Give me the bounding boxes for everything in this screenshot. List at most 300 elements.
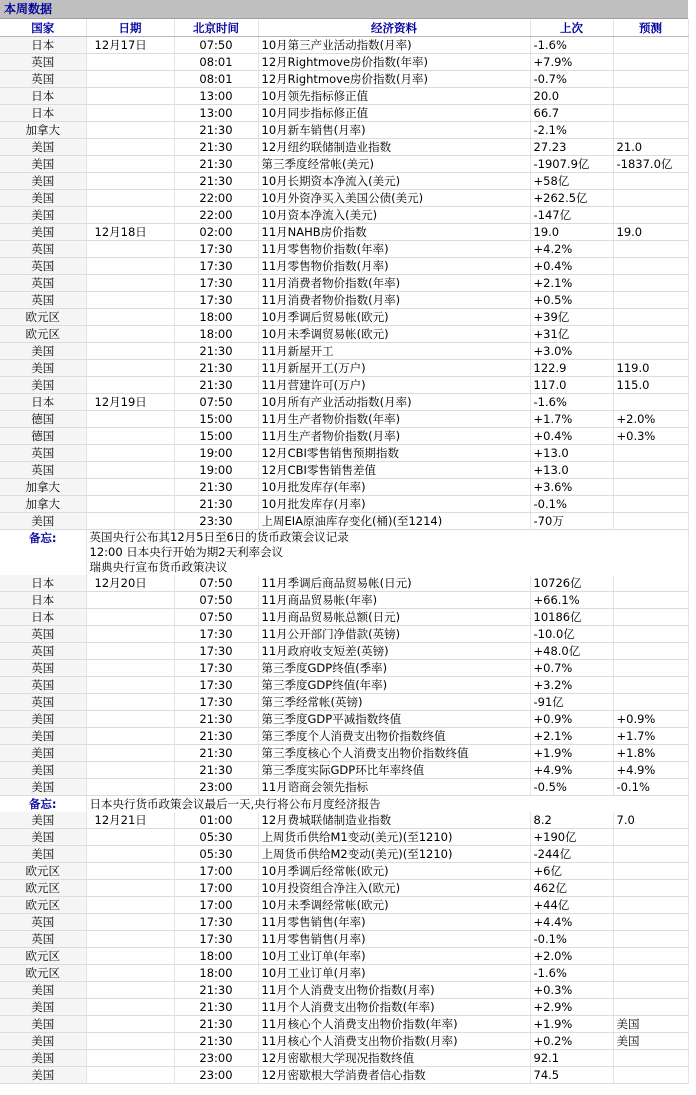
date-cell [86,241,174,258]
previous-cell: 8.2 [530,812,613,829]
table-row [0,592,688,609]
time-cell: 18:00 [174,948,258,965]
previous-cell: 20.0 [530,88,613,105]
previous-cell: +3.0% [530,343,613,360]
memo-text [86,796,688,813]
forecast-cell [613,343,688,360]
forecast-cell: 21.0 [613,139,688,156]
indicator-cell: 11月季调后商品贸易帐(日元) [258,575,530,592]
forecast-cell [613,479,688,496]
date-cell [86,343,174,360]
indicator-cell: 上周EIA原油库存变化(桶)(至1214) [258,513,530,530]
table-row [0,275,688,292]
forecast-cell [613,122,688,139]
table-row [0,948,688,965]
indicator-cell: 第三季度实际GDP环比年率终值 [258,762,530,779]
table-row [0,1067,688,1084]
country-cell: 美国 [0,779,86,796]
forecast-cell: 美国 [613,1016,688,1033]
previous-cell: +48.0亿 [530,643,613,660]
table-row [0,999,688,1016]
indicator-cell: 11月消费者物价指数(年率) [258,275,530,292]
date-cell [86,122,174,139]
indicator-cell: 12月密歇根大学现况指数终值 [258,1050,530,1067]
country-cell: 加拿大 [0,479,86,496]
forecast-cell: 115.0 [613,377,688,394]
country-cell: 欧元区 [0,880,86,897]
country-cell: 美国 [0,156,86,173]
table-row [0,965,688,982]
date-cell [86,207,174,224]
table-row [0,1033,688,1050]
previous-cell: +190亿 [530,829,613,846]
date-cell [86,779,174,796]
indicator-cell: 10月批发库存(年率) [258,479,530,496]
previous-cell: -0.5% [530,779,613,796]
country-cell: 美国 [0,1016,86,1033]
table-row [0,394,688,411]
indicator-cell: 10月同步指标修正值 [258,105,530,122]
time-cell: 13:00 [174,105,258,122]
date-cell [86,880,174,897]
country-cell: 美国 [0,846,86,863]
time-cell: 17:30 [174,241,258,258]
country-cell: 英国 [0,914,86,931]
date-cell [86,965,174,982]
previous-cell: -91亿 [530,694,613,711]
indicator-cell: 11月个人消费支出物价指数(年率) [258,999,530,1016]
memo-row [0,796,688,813]
indicator-cell: 12月费城联储制造业指数 [258,812,530,829]
forecast-cell: +1.8% [613,745,688,762]
table-row [0,377,688,394]
indicator-cell: 第三季经常帐(英镑) [258,694,530,711]
indicator-cell: 11月商品贸易帐总额(日元) [258,609,530,626]
table-row [0,428,688,445]
time-cell: 21:30 [174,156,258,173]
time-cell: 21:30 [174,343,258,360]
previous-cell: 117.0 [530,377,613,394]
indicator-cell: 10月新车销售(月率) [258,122,530,139]
date-cell [86,728,174,745]
table-row [0,728,688,745]
table-row [0,207,688,224]
date-cell [86,326,174,343]
forecast-cell: +4.9% [613,762,688,779]
time-cell: 08:01 [174,71,258,88]
previous-cell: +2.9% [530,999,613,1016]
previous-cell: 92.1 [530,1050,613,1067]
forecast-cell [613,575,688,592]
date-cell [86,139,174,156]
memo-line: 瑞典央行宣布货币政策决议 [89,560,228,574]
date-cell [86,156,174,173]
forecast-cell: -0.1% [613,779,688,796]
forecast-cell [613,258,688,275]
time-cell: 21:30 [174,1016,258,1033]
indicator-cell: 12月纽约联储制造业指数 [258,139,530,156]
date-cell [86,173,174,190]
indicator-cell: 第三季度个人消费支出物价指数终值 [258,728,530,745]
table-row [0,88,688,105]
previous-cell: +3.6% [530,479,613,496]
date-cell [86,931,174,948]
indicator-cell: 10月未季调经常帐(欧元) [258,897,530,914]
forecast-cell: -1837.0亿 [613,156,688,173]
country-cell: 英国 [0,54,86,71]
time-cell: 07:50 [174,592,258,609]
table-row [0,105,688,122]
memo-line: 12:00 日本央行开始为期2天利率会议 [89,545,284,559]
forecast-cell [613,105,688,122]
time-cell: 23:30 [174,513,258,530]
time-cell: 07:50 [174,609,258,626]
forecast-cell [613,863,688,880]
country-cell: 美国 [0,728,86,745]
date-cell [86,1067,174,1084]
previous-cell: +0.7% [530,660,613,677]
forecast-cell [613,1050,688,1067]
indicator-cell: 12月Rightmove房价指数(年率) [258,54,530,71]
date-cell [86,71,174,88]
table-row [0,914,688,931]
time-cell: 05:30 [174,846,258,863]
date-cell: 12月19日 [86,394,174,411]
time-cell: 07:50 [174,575,258,592]
indicator-cell: 第三季度GDP终值(年率) [258,677,530,694]
time-cell: 13:00 [174,88,258,105]
country-cell: 美国 [0,377,86,394]
indicator-cell: 11月个人消费支出物价指数(月率) [258,982,530,999]
previous-cell: +7.9% [530,54,613,71]
table-row [0,411,688,428]
indicator-cell: 第三季度核心个人消费支出物价指数终值 [258,745,530,762]
country-cell: 美国 [0,513,86,530]
previous-cell: 74.5 [530,1067,613,1084]
previous-cell: -0.7% [530,71,613,88]
previous-cell: +13.0 [530,462,613,479]
previous-cell: +4.4% [530,914,613,931]
date-cell: 12月17日 [86,37,174,54]
forecast-cell [613,292,688,309]
date-cell [86,745,174,762]
time-cell: 17:30 [174,258,258,275]
time-cell: 17:00 [174,863,258,880]
country-cell: 英国 [0,677,86,694]
table-row [0,343,688,360]
time-cell: 21:30 [174,173,258,190]
date-cell [86,88,174,105]
forecast-cell [613,462,688,479]
date-cell [86,846,174,863]
time-cell: 23:00 [174,1067,258,1084]
country-cell: 英国 [0,241,86,258]
forecast-cell [613,309,688,326]
header-country: 国家 [0,19,86,37]
table-row [0,626,688,643]
table-row [0,863,688,880]
indicator-cell: 第三季度经常帐(美元) [258,156,530,173]
date-cell [86,258,174,275]
previous-cell: +3.2% [530,677,613,694]
table-header-row [0,19,688,37]
country-cell: 欧元区 [0,897,86,914]
forecast-cell [613,496,688,513]
header-forecast: 预测 [613,19,688,37]
table-row [0,575,688,592]
time-cell: 19:00 [174,462,258,479]
forecast-cell [613,829,688,846]
country-cell: 美国 [0,762,86,779]
previous-cell: 122.9 [530,360,613,377]
previous-cell: 10186亿 [530,609,613,626]
country-cell: 英国 [0,931,86,948]
date-cell [86,1050,174,1067]
forecast-cell [613,626,688,643]
country-cell: 英国 [0,462,86,479]
date-cell [86,694,174,711]
time-cell: 15:00 [174,428,258,445]
indicator-cell: 11月生产者物价指数(月率) [258,428,530,445]
forecast-cell: +1.7% [613,728,688,745]
country-cell: 英国 [0,626,86,643]
previous-cell: -10.0亿 [530,626,613,643]
table-row [0,122,688,139]
forecast-cell: 7.0 [613,812,688,829]
previous-cell: -0.1% [530,496,613,513]
indicator-cell: 11月谘商会领先指标 [258,779,530,796]
country-cell: 欧元区 [0,965,86,982]
table-row [0,1050,688,1067]
table-row [0,513,688,530]
forecast-cell [613,445,688,462]
time-cell: 21:30 [174,139,258,156]
forecast-cell [613,846,688,863]
table-row [0,173,688,190]
table-row [0,139,688,156]
time-cell: 23:00 [174,1050,258,1067]
forecast-cell [613,173,688,190]
date-cell [86,982,174,999]
forecast-cell [613,694,688,711]
table-row [0,880,688,897]
date-cell [86,914,174,931]
country-cell: 美国 [0,1067,86,1084]
table-row [0,897,688,914]
forecast-cell [613,71,688,88]
time-cell: 21:30 [174,496,258,513]
date-cell [86,592,174,609]
indicator-cell: 10月外资净买入美国公债(美元) [258,190,530,207]
table-row [0,71,688,88]
previous-cell: -1.6% [530,394,613,411]
indicator-cell: 10月第三产业活动指数(月率) [258,37,530,54]
indicator-cell: 11月核心个人消费支出物价指数(年率) [258,1016,530,1033]
previous-cell: +0.4% [530,258,613,275]
country-cell: 日本 [0,105,86,122]
country-cell: 美国 [0,173,86,190]
country-cell: 美国 [0,190,86,207]
previous-cell: -2.1% [530,122,613,139]
time-cell: 21:30 [174,377,258,394]
previous-cell: -244亿 [530,846,613,863]
memo-label: 备忘: [0,796,86,813]
country-cell: 欧元区 [0,326,86,343]
forecast-cell [613,394,688,411]
memo-row [0,530,688,576]
time-cell: 23:00 [174,779,258,796]
table-row [0,156,688,173]
date-cell [86,190,174,207]
previous-cell: +0.5% [530,292,613,309]
table-row [0,762,688,779]
forecast-cell [613,207,688,224]
indicator-cell: 10月资本净流入(美元) [258,207,530,224]
time-cell: 17:00 [174,880,258,897]
time-cell: 21:30 [174,762,258,779]
previous-cell: -70万 [530,513,613,530]
indicator-cell: 10月季调后贸易帐(欧元) [258,309,530,326]
time-cell: 17:30 [174,677,258,694]
forecast-cell [613,982,688,999]
time-cell: 17:30 [174,292,258,309]
header-indicator: 经济资料 [258,19,530,37]
time-cell: 01:00 [174,812,258,829]
previous-cell: +2.1% [530,728,613,745]
indicator-cell: 11月零售销售(月率) [258,931,530,948]
table-row [0,812,688,829]
time-cell: 17:00 [174,897,258,914]
date-cell: 12月18日 [86,224,174,241]
table-row [0,309,688,326]
country-cell: 日本 [0,88,86,105]
time-cell: 19:00 [174,445,258,462]
date-cell [86,1033,174,1050]
memo-label: 备忘: [0,530,86,576]
forecast-cell: +2.0% [613,411,688,428]
date-cell [86,292,174,309]
indicator-cell: 11月新屋开工(万户) [258,360,530,377]
date-cell [86,948,174,965]
time-cell: 17:30 [174,626,258,643]
country-cell: 英国 [0,660,86,677]
previous-cell: +31亿 [530,326,613,343]
previous-cell: +1.9% [530,745,613,762]
memo-text [86,530,688,576]
forecast-cell [613,897,688,914]
time-cell: 18:00 [174,309,258,326]
forecast-cell [613,275,688,292]
indicator-cell: 10月投资组合净注入(欧元) [258,880,530,897]
previous-cell: 19.0 [530,224,613,241]
indicator-cell: 11月公开部门净借款(英镑) [258,626,530,643]
time-cell: 17:30 [174,694,258,711]
country-cell: 英国 [0,445,86,462]
date-cell [86,609,174,626]
date-cell [86,105,174,122]
time-cell: 07:50 [174,37,258,54]
date-cell [86,1016,174,1033]
previous-cell: +4.9% [530,762,613,779]
table-row [0,360,688,377]
date-cell [86,711,174,728]
country-cell: 美国 [0,999,86,1016]
date-cell [86,677,174,694]
previous-cell: +1.9% [530,1016,613,1033]
country-cell: 英国 [0,275,86,292]
forecast-cell [613,37,688,54]
previous-cell: +66.1% [530,592,613,609]
country-cell: 美国 [0,711,86,728]
indicator-cell: 10月未季调贸易帐(欧元) [258,326,530,343]
table-row [0,445,688,462]
time-cell: 22:00 [174,190,258,207]
country-cell: 英国 [0,292,86,309]
indicator-cell: 10月批发库存(月率) [258,496,530,513]
time-cell: 21:30 [174,122,258,139]
date-cell: 12月21日 [86,812,174,829]
indicator-cell: 11月新屋开工 [258,343,530,360]
table-row [0,241,688,258]
previous-cell: 462亿 [530,880,613,897]
indicator-cell: 10月所有产业活动指数(月率) [258,394,530,411]
forecast-cell [613,643,688,660]
indicator-cell: 10月季调后经常帐(欧元) [258,863,530,880]
header-time: 北京时间 [174,19,258,37]
indicator-cell: 11月零售销售(年率) [258,914,530,931]
table-row [0,609,688,626]
date-cell [86,643,174,660]
previous-cell: +6亿 [530,863,613,880]
table-row [0,496,688,513]
forecast-cell: 119.0 [613,360,688,377]
previous-cell: -1907.9亿 [530,156,613,173]
table-row [0,660,688,677]
country-cell: 美国 [0,829,86,846]
forecast-cell [613,914,688,931]
time-cell: 17:30 [174,660,258,677]
forecast-cell [613,948,688,965]
date-cell [86,513,174,530]
country-cell: 加拿大 [0,122,86,139]
country-cell: 欧元区 [0,863,86,880]
previous-cell: +4.2% [530,241,613,258]
date-cell [86,660,174,677]
date-cell [86,54,174,71]
country-cell: 美国 [0,207,86,224]
table-row [0,982,688,999]
country-cell: 日本 [0,609,86,626]
indicator-cell: 12月CBI零售销售预期指数 [258,445,530,462]
header-date: 日期 [86,19,174,37]
indicator-cell: 11月零售物价指数(月率) [258,258,530,275]
indicator-cell: 10月工业订单(年率) [258,948,530,965]
forecast-cell [613,999,688,1016]
time-cell: 15:00 [174,411,258,428]
forecast-cell [613,326,688,343]
time-cell: 21:30 [174,479,258,496]
table-row [0,846,688,863]
country-cell: 日本 [0,37,86,54]
country-cell: 美国 [0,139,86,156]
indicator-cell: 12月CBI零售销售差值 [258,462,530,479]
table-row [0,829,688,846]
time-cell: 18:00 [174,965,258,982]
table-row [0,326,688,343]
time-cell: 21:30 [174,999,258,1016]
table-row [0,224,688,241]
forecast-cell: 19.0 [613,224,688,241]
